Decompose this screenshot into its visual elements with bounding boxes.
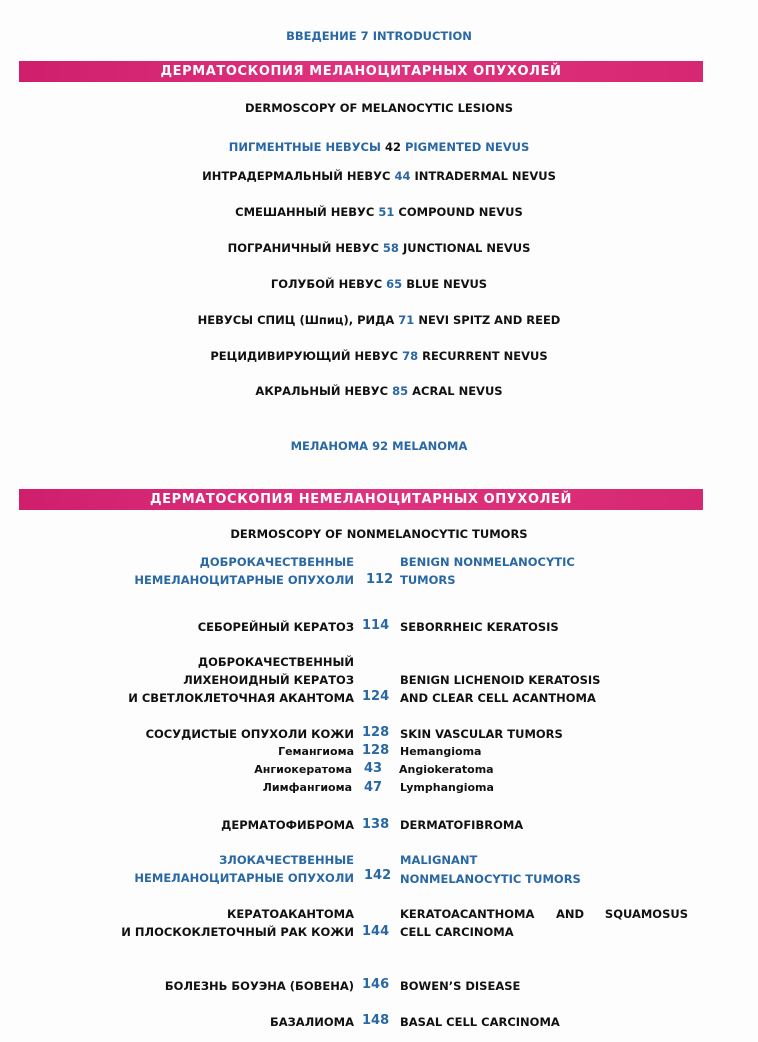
angiokeratoma-en: Angiokeratoma [399, 763, 494, 776]
vascular-ru: СОСУДИСТЫЕ ОПУХОЛИ КОЖИ [145, 727, 354, 741]
toc-entry [0, 277, 758, 291]
lymphangioma-ru: Лимфангиома [262, 781, 352, 794]
entry-page: 71 [398, 313, 415, 327]
seborrheic-ru: СЕБОРЕЙНЫЙ КЕРАТОЗ [197, 620, 354, 634]
entry-ru: НЕВУСЫ СПИЦ (Шпиц), РИДА [197, 313, 395, 327]
entry-page: 51 [378, 205, 395, 219]
section-banner-melanocytic: ДЕРМАТОСКОПИЯ МЕЛАНОЦИТАРНЫХ ОПУХОЛЕЙ [19, 61, 703, 82]
entry-en: RECURRENT NEVUS [422, 349, 548, 363]
lichenoid-ru-line2: ЛИХЕНОИДНЫЙ КЕРАТОЗ [183, 673, 354, 687]
entry-en: INTRADERMAL NEVUS [414, 169, 556, 183]
benign-group-ru-line1: ДОБРОКАЧЕСТВЕННЫЕ [199, 555, 354, 569]
keratoacanthoma-ru-line1: КЕРАТОАКАНТОМА [227, 907, 354, 921]
group-page: 42 [384, 140, 401, 154]
toc-group-pigmented-nevus [0, 140, 758, 154]
hemangioma-page: 128 [362, 743, 390, 758]
entry-en: BLUE NEVUS [406, 277, 488, 291]
lichenoid-page: 124 [362, 689, 390, 704]
toc-entry [0, 205, 758, 219]
entry-page: 58 [382, 241, 399, 255]
entry-en: NEVI SPITZ AND REED [418, 313, 561, 327]
dermatofibroma-en: DERMATOFIBROMA [400, 818, 524, 832]
malignant-group-ru-line1: ЗЛОКАЧЕСТВЕННЫЕ [219, 853, 354, 867]
benign-group-en-line2: TUMORS [400, 573, 456, 587]
keratoacanthoma-page: 144 [362, 924, 390, 939]
entry-page: 78 [402, 349, 419, 363]
seborrheic-en: SEBORRHEIC KERATOSIS [400, 620, 559, 634]
keratoacanthoma-en-line2: CELL CARCINOMA [400, 925, 514, 939]
entry-page: 65 [386, 277, 403, 291]
entry-en: JUNCTIONAL NEVUS [402, 241, 531, 255]
benign-group-en-line1: BENIGN NONMELANOCYTIC [400, 555, 575, 569]
vascular-en: SKIN VASCULAR TUMORS [400, 727, 563, 741]
toc-entry [0, 241, 758, 255]
vascular-page: 128 [362, 725, 390, 740]
group-en: PIGMENTED NEVUS [404, 140, 530, 154]
intro-ru: ВВЕДЕНИЕ [286, 29, 357, 43]
entry-ru: ИНТРАДЕРМАЛЬНЫЙ НЕВУС [202, 169, 391, 183]
intro-page: 7 [360, 29, 369, 43]
basalioma-en: BASAL CELL CARCINOMA [400, 1015, 560, 1029]
keratoacanthoma-ru-line2: И ПЛОСКОКЛЕТОЧНЫЙ РАК КОЖИ [121, 925, 354, 939]
malignant-group-ru-line2: НЕМЕЛАНОЦИТАРНЫЕ ОПУХОЛИ [134, 871, 354, 885]
hemangioma-en: Hemangioma [400, 745, 482, 758]
entry-ru: ГОЛУБОЙ НЕВУС [270, 277, 383, 291]
section-subtitle-melanocytic: DERMOSCOPY OF MELANOCYTIC LESIONS [244, 101, 514, 115]
group-ru: ПИГМЕНТНЫЕ НЕВУСЫ [228, 140, 381, 154]
dermatofibroma-ru: ДЕРМАТОФИБРОМА [221, 818, 354, 832]
bowen-ru: БОЛЕЗНЬ БОУЭНА (БОВЕНА) [164, 979, 354, 993]
basalioma-page: 148 [362, 1013, 390, 1028]
intro-en: INTRODUCTION [372, 29, 472, 43]
bowen-page: 146 [362, 977, 390, 992]
toc-entry [0, 349, 758, 363]
benign-group-page: 112 [366, 572, 394, 587]
hemangioma-ru: Гемангиома [278, 745, 354, 758]
melanoma-ru: МЕЛАНОМА [290, 439, 369, 453]
entry-ru: СМЕШАННЫЙ НЕВУС [235, 205, 375, 219]
angiokeratoma-page: 43 [364, 761, 383, 776]
toc-entry [0, 169, 758, 183]
toc-intro [0, 29, 758, 43]
entry-page: 44 [394, 169, 411, 183]
melanoma-page: 92 [372, 439, 389, 453]
melanoma-en: MELANOMA [392, 439, 468, 453]
dermatofibroma-page: 138 [362, 817, 390, 832]
toc-entry [0, 313, 758, 327]
lichenoid-en-line1: BENIGN LICHENOID KERATOSIS [400, 673, 601, 687]
entry-page: 85 [392, 384, 409, 398]
malignant-group-en-line2: NONMELANOCYTIC TUMORS [400, 872, 581, 886]
keratoacanthoma-en-line1b: AND [556, 907, 585, 921]
entry-ru: АКРАЛЬНЫЙ НЕВУС [255, 384, 389, 398]
benign-group-ru-line2: НЕМЕЛАНОЦИТАРНЫЕ ОПУХОЛИ [134, 573, 354, 587]
keratoacanthoma-en-line1c: SQUAMOSUS [604, 907, 688, 921]
entry-en: ACRAL NEVUS [412, 384, 503, 398]
malignant-group-page: 142 [364, 868, 392, 883]
angiokeratoma-ru: Ангиокератома [254, 763, 352, 776]
toc-group-melanoma [0, 439, 758, 453]
entry-ru: ПОГРАНИЧНЫЙ НЕВУС [227, 241, 379, 255]
lymphangioma-en: Lymphangioma [400, 781, 494, 794]
malignant-group-en-line1: MALIGNANT [400, 853, 478, 867]
lichenoid-ru-line3: И СВЕТЛОКЛЕТОЧНАЯ АКАНТОМА [128, 691, 354, 705]
basalioma-ru: БАЗАЛИОМА [269, 1015, 354, 1029]
keratoacanthoma-en-line1a: KERATOACANTHOMA [400, 907, 535, 921]
lymphangioma-page: 47 [364, 780, 383, 795]
lichenoid-ru-line1: ДОБРОКАЧЕСТВЕННЫЙ [197, 655, 354, 669]
entry-ru: РЕЦИДИВИРУЮЩИЙ НЕВУС [210, 349, 399, 363]
section-banner-nonmelanocytic: ДЕРМАТОСКОПИЯ НЕМЕЛАНОЦИТАРНЫХ ОПУХОЛЕЙ [19, 489, 703, 510]
lichenoid-en-line2: AND CLEAR CELL ACANTHOMA [400, 691, 596, 705]
section-subtitle-nonmelanocytic: DERMOSCOPY OF NONMELANOCYTIC TUMORS [230, 527, 528, 541]
seborrheic-page: 114 [362, 618, 390, 633]
bowen-en: BOWEN’S DISEASE [400, 979, 521, 993]
entry-en: COMPOUND NEVUS [398, 205, 523, 219]
toc-entry [0, 384, 758, 398]
